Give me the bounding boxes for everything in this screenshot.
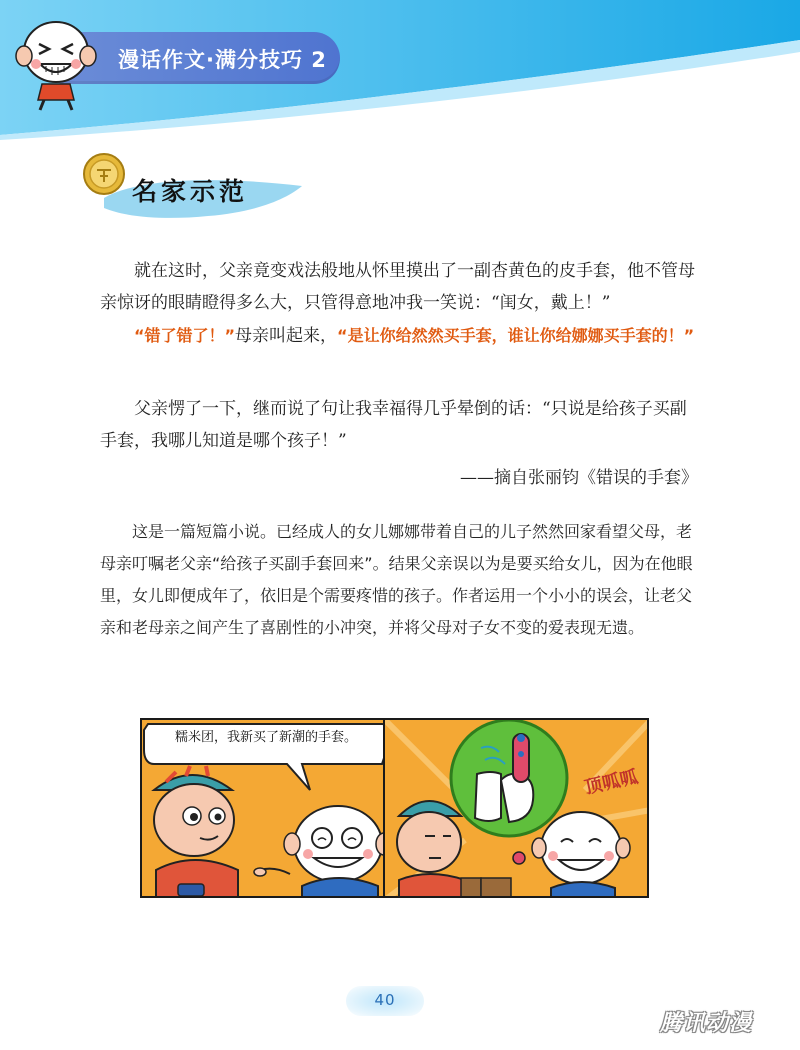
- source-citation: ——摘自张丽钧《错误的手套》: [460, 468, 698, 488]
- excerpt-paragraph-3: 父亲愣了一下，继而说了句让我幸福得几乎晕倒的话：“只说是给孩子买副手套，我哪儿知道是哪个孩子！”: [100, 399, 687, 451]
- comic-illustration-right: [385, 720, 649, 898]
- analysis-paragraph: 这是一篇短篇小说。已经成人的女儿娜娜带着自己的儿子然然回家看望父母，老母亲叮嘱老父亲“给孩子买副手套回来”。结果父亲误以为是要买给女儿，因为在他眼里，女儿即便成年了，依旧是个需要疼惜的孩子。作者运用一个小小的误会，让老父亲和老母亲之间产生了喜剧性的小冲突，并将父母对子女不变的爱表现无遗。: [100, 522, 693, 637]
- page-number: 40: [374, 991, 396, 1009]
- highlight-text-1: “错了错了！”: [134, 326, 236, 345]
- mascot-icon: [6, 6, 116, 116]
- comic-illustration-left: [142, 720, 406, 898]
- speech-bubble-text: 糯米团，我新买了新潮的手套。: [175, 730, 358, 745]
- watermark-logo: 腾讯动漫: [660, 1011, 753, 1036]
- section-title: 名家示范: [132, 177, 249, 206]
- comic-panel-left: [140, 718, 406, 898]
- comic-panel-right: [383, 718, 649, 898]
- highlight-text-2: “是让你给然然买手套，谁让你给娜娜买手套的！”: [337, 326, 695, 345]
- coin-icon: [82, 152, 126, 196]
- sound-effect-text: 顶呱呱: [582, 766, 640, 799]
- header-title: 漫话作文·满分技巧 2: [118, 48, 327, 72]
- excerpt-paragraph-1: 就在这时，父亲竟变戏法般地从怀里摸出了一副杏黄色的皮手套，他不管母亲惊讶的眼睛瞪得多么大，只管得意地冲我一笑说：“闺女，戴上！”: [100, 261, 695, 313]
- excerpt-paragraph-2: [100, 320, 702, 352]
- excerpt-text: 母亲叫起来，: [235, 326, 338, 346]
